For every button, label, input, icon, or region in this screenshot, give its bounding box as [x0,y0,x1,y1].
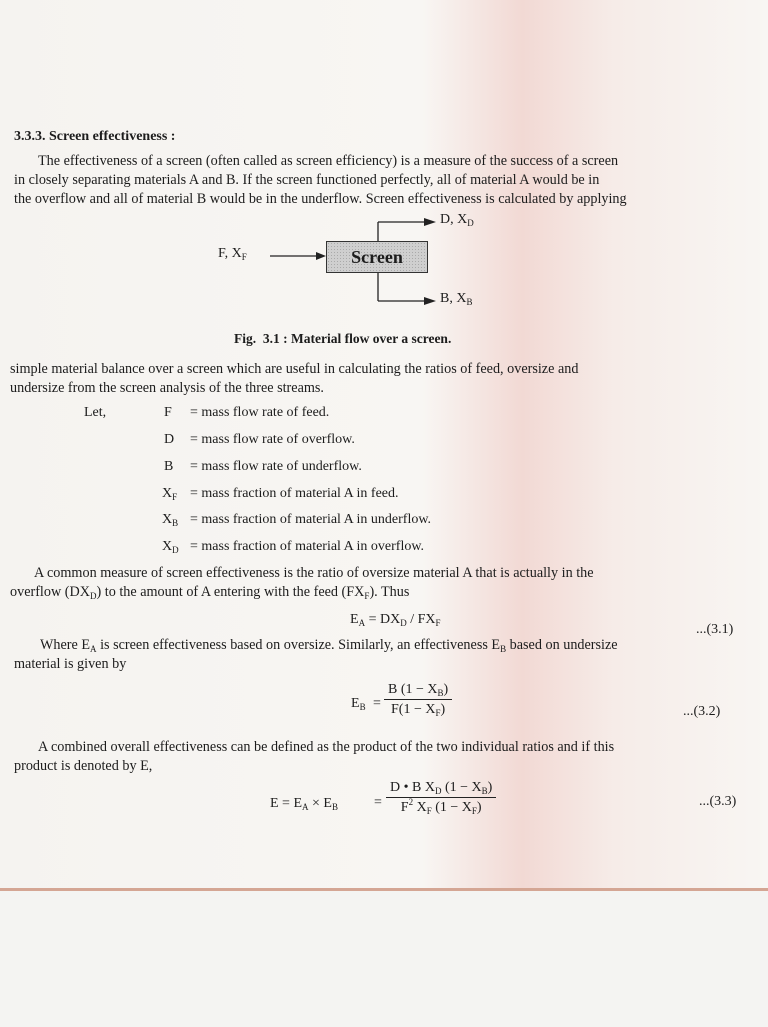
page-edge [0,888,768,1027]
equation-3-2-denominator: $F(1 - X_F)$ [391,702,446,718]
var-row-XD: $X_D$ [162,539,179,555]
feed-label: F, $X_F$ [218,246,247,262]
combined-line-2: product is denoted by E, [14,758,153,774]
var-row-F: F [164,405,172,420]
var-row-XF: $X_F$ [162,486,178,502]
equation-3-2-numerator: B $(1 - X_B)$ [384,682,452,700]
equation-3-2-lhs: $E_B$ [351,696,366,712]
measure-line-1: A common measure of screen effectiveness is the ratio of oversize material A that is actually in the [34,565,594,581]
overflow-label: D, $X_D$ [440,212,474,228]
figure-caption: Fig. 3.1 : Material flow over a screen. [234,331,452,346]
screen-box [326,241,428,273]
where-line-1: Where $E_A$ is screen effectiveness based on oversize. Similarly, an effectiveness $E_B$ based on undersize [40,637,618,654]
equation-3-3-lhs: $E = E_A \times E_B$ [270,796,338,812]
flow-diagram-lines [0,0,768,340]
equation-3-3-fraction [386,780,496,816]
var-desc-XB: = mass fraction of material A in underflow. [190,512,432,527]
let-label: Let, [84,405,107,420]
where-line-2: material is given by [14,656,127,672]
equation-3-3-equals: = [374,795,382,810]
var-row-D: D [164,432,175,447]
var-desc-XF: = mass fraction of material A in feed. [190,486,399,501]
intro-line-1: The effectiveness of a screen (often called as screen efficiency) is a measure of the success of a screen [38,153,619,169]
equation-3-1-number: ...(3.1) [696,622,734,637]
balance-line-2: undersize from the screen analysis of the three streams. [10,380,324,396]
equation-3-3-number: ...(3.3) [699,794,737,809]
equation-3-3-numerator: D • B $X_D$ $(1 - X_B)$ [386,780,496,798]
intro-line-3: the overflow and all of material B would be in the underflow. Screen effectiveness is calculated by applying [14,191,627,207]
equation-3-3-denominator: $F^2$ $X_F$ $(1 - X_F)$ [400,797,482,816]
measure-line-2: overflow $(DX_D)$ to the amount of A entering with the feed $(FX_F)$. Thus [10,584,410,601]
combined-line-1: A combined overall effectiveness can be defined as the product of the two individual ratios and if this [38,739,615,755]
equation-3-2-number: ...(3.2) [683,704,721,719]
screen-box-label: Screen [351,246,403,267]
balance-line-1: simple material balance over a screen which are useful in calculating the ratios of feed, oversize and [10,361,579,377]
var-row-XB: $X_B$ [162,512,179,528]
equation-3-2-equals: = [373,696,381,711]
var-row-B: B [164,459,174,474]
var-desc-XD: = mass fraction of material A in overflow. [190,539,425,554]
var-desc-D: = mass flow rate of overflow. [190,432,355,447]
var-desc-F: = mass flow rate of feed. [190,405,330,420]
underflow-label: B, $X_B$ [440,291,473,307]
equation-3-1: $E_A = DX_D / FX_F$ [350,612,441,628]
equation-3-2-fraction [384,682,452,718]
intro-line-2: in closely separating materials A and B. If the screen functioned perfectly, all of material A would be in [14,172,600,188]
var-desc-B: = mass flow rate of underflow. [190,459,362,474]
section-heading: 3.3.3. Screen effectiveness : [14,129,176,144]
